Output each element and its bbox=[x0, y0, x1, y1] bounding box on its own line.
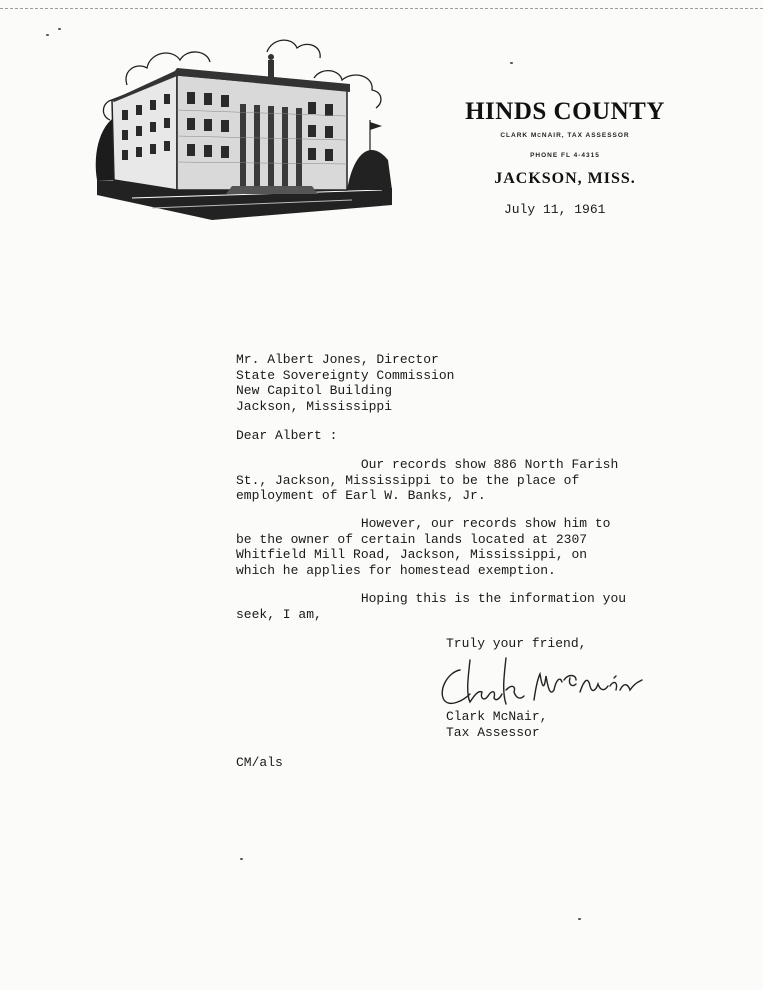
paper-speck bbox=[510, 62, 513, 64]
recipient-line: State Sovereignty Commission bbox=[236, 367, 455, 383]
reference-initials: CM/als bbox=[236, 755, 283, 770]
signer-title: Tax Assessor bbox=[446, 724, 540, 740]
paragraph-3 bbox=[236, 591, 626, 622]
paragraph-1 bbox=[236, 457, 618, 504]
phone-line: PHONE FL 4-4315 bbox=[530, 152, 600, 159]
salutation: Dear Albert : bbox=[236, 428, 338, 443]
paper-speck bbox=[240, 858, 243, 860]
body-line: seek, I am, bbox=[236, 606, 322, 622]
recipient-address bbox=[236, 352, 454, 414]
body-line: which he applies for homestead exemption. bbox=[236, 562, 556, 578]
signer-block bbox=[446, 709, 547, 740]
letter-date: July 11, 1961 bbox=[504, 202, 606, 217]
body-line: Our records show 886 North Farish bbox=[236, 457, 619, 472]
body-line: However, our records show him to bbox=[236, 516, 611, 531]
paper-speck bbox=[58, 28, 61, 30]
assessor-line: CLARK McNAIR, TAX ASSESSOR bbox=[500, 132, 630, 139]
perforated-top-edge bbox=[0, 0, 763, 9]
body-line: Hoping this is the information you bbox=[236, 591, 627, 606]
courthouse-illustration bbox=[92, 30, 402, 230]
body-line: be the owner of certain lands located at 2307 bbox=[236, 531, 588, 547]
recipient-line: New Capitol Building bbox=[236, 383, 393, 398]
recipient-line: Jackson, Mississippi bbox=[236, 398, 393, 414]
city-line: JACKSON, MISS. bbox=[494, 170, 636, 187]
paper-speck bbox=[578, 918, 581, 920]
paragraph-2 bbox=[236, 516, 610, 578]
recipient-line: Mr. Albert Jones, Director bbox=[236, 352, 439, 367]
body-line: St., Jackson, Mississippi to be the place of bbox=[236, 472, 580, 488]
signer-name: Clark McNair, bbox=[446, 709, 548, 724]
body-line: Whitfield Mill Road, Jackson, Mississippi, on bbox=[236, 547, 588, 562]
county-name: HINDS COUNTY bbox=[465, 98, 665, 125]
complimentary-closing: Truly your friend, bbox=[446, 636, 587, 651]
paper-speck bbox=[46, 34, 49, 36]
body-line: employment of Earl W. Banks, Jr. bbox=[236, 488, 486, 503]
